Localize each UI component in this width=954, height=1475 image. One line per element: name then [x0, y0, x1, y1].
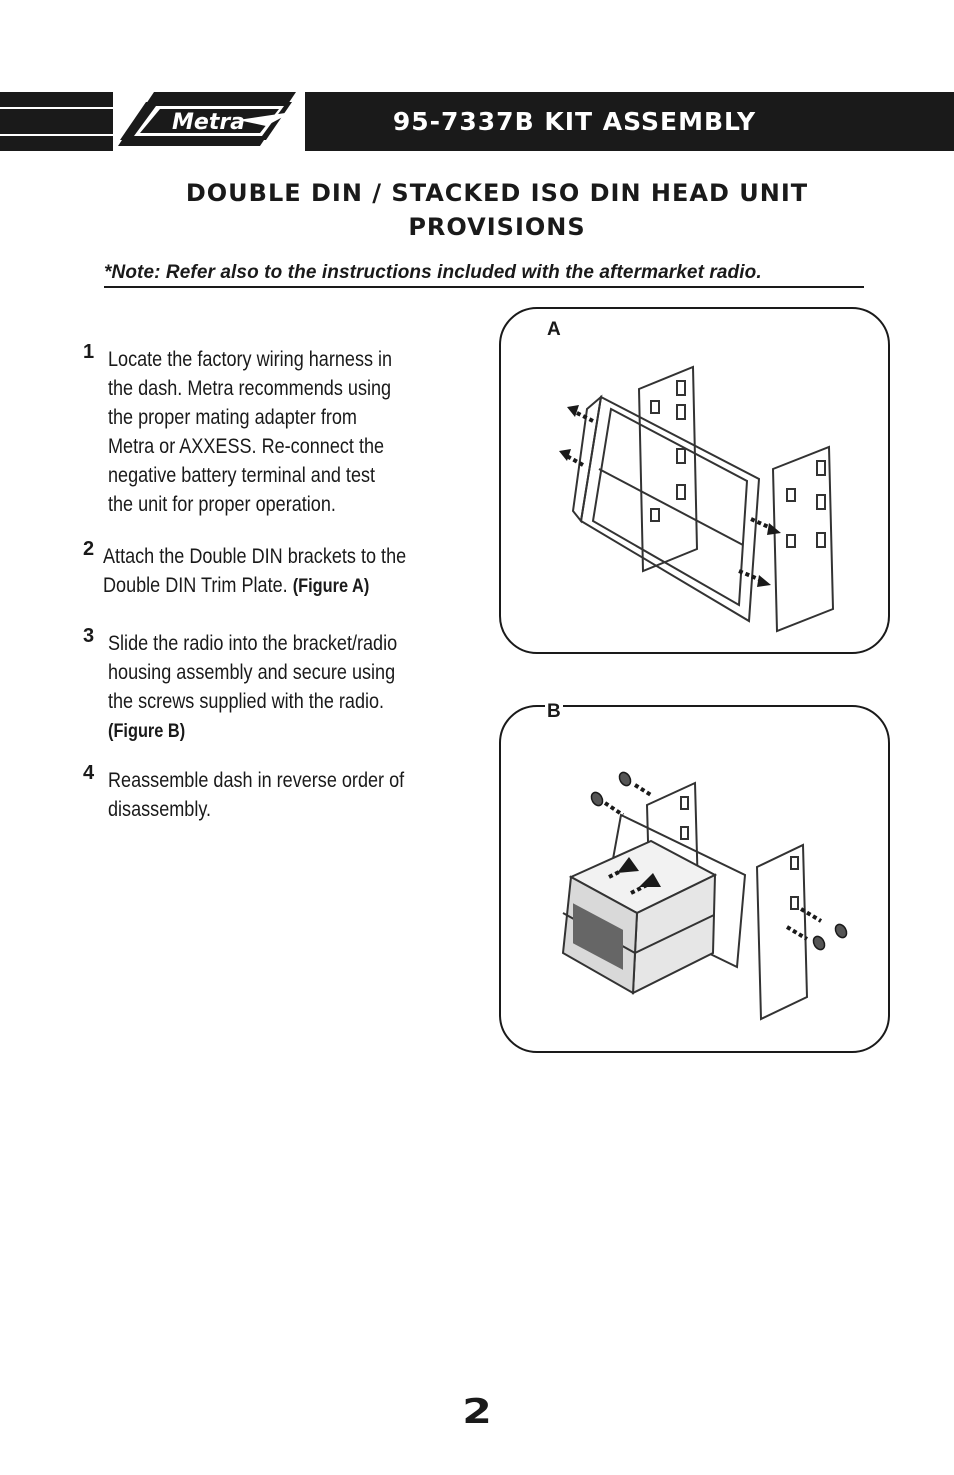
- step-text: [108, 345, 469, 519]
- figure-a: [499, 307, 890, 654]
- section-title: [120, 176, 874, 244]
- step-number: 4: [83, 762, 95, 784]
- step-line: the proper mating adapter from: [108, 406, 357, 429]
- step-line: negative battery terminal and test: [108, 464, 376, 487]
- figure-reference: (Figure A): [292, 576, 370, 597]
- step-number: 2: [83, 538, 95, 560]
- step-line: Reassemble dash in reverse order of: [108, 769, 405, 792]
- step-line: the dash. Metra recommends using: [108, 377, 392, 400]
- title-band: [305, 92, 954, 151]
- figure-label: B: [547, 701, 561, 722]
- step-text: [108, 629, 469, 746]
- step-3: [83, 625, 463, 746]
- section-title-line1: DOUBLE DIN / STACKED ISO DIN HEAD UNIT: [185, 179, 809, 207]
- metra-logo: [116, 92, 302, 154]
- step-line: Attach the Double DIN brackets to the: [103, 545, 407, 568]
- step-1: [83, 341, 463, 519]
- step-text: [103, 542, 464, 601]
- step-line: the unit for proper operation.: [108, 493, 336, 516]
- step-line: disassembly.: [108, 798, 212, 821]
- figure-label: A: [547, 319, 561, 340]
- step-4: [83, 762, 463, 824]
- step-number: 3: [83, 625, 95, 647]
- note-text: *Note: Refer also to the instructions included with the aftermarket radio.: [104, 262, 864, 288]
- page-title: 95-7337B KIT ASSEMBLY: [392, 107, 757, 136]
- step-2: [83, 538, 463, 601]
- step-line: Double DIN Trim Plate. (Figure A): [103, 574, 370, 597]
- figure-b: [499, 701, 890, 1053]
- section-title-line2: PROVISIONS: [408, 213, 586, 241]
- step-line: Slide the radio into the bracket/radio: [108, 632, 398, 655]
- step-number: 1: [83, 341, 95, 363]
- step-text: [108, 766, 469, 824]
- logo-text: Metra: [172, 110, 246, 135]
- header-left-band: [0, 92, 113, 151]
- step-line: the screws supplied with the radio.: [108, 690, 385, 713]
- step-line: Metra or AXXESS. Re-connect the: [108, 435, 385, 458]
- page-number: 2: [462, 1392, 492, 1432]
- bracket-trim-plate-diagram-icon: [501, 309, 888, 652]
- radio-install-diagram-icon: [501, 707, 888, 1051]
- step-line: housing assembly and secure using: [108, 661, 396, 684]
- figure-reference: (Figure B): [108, 721, 186, 742]
- step-line: Locate the factory wiring harness in: [108, 348, 393, 371]
